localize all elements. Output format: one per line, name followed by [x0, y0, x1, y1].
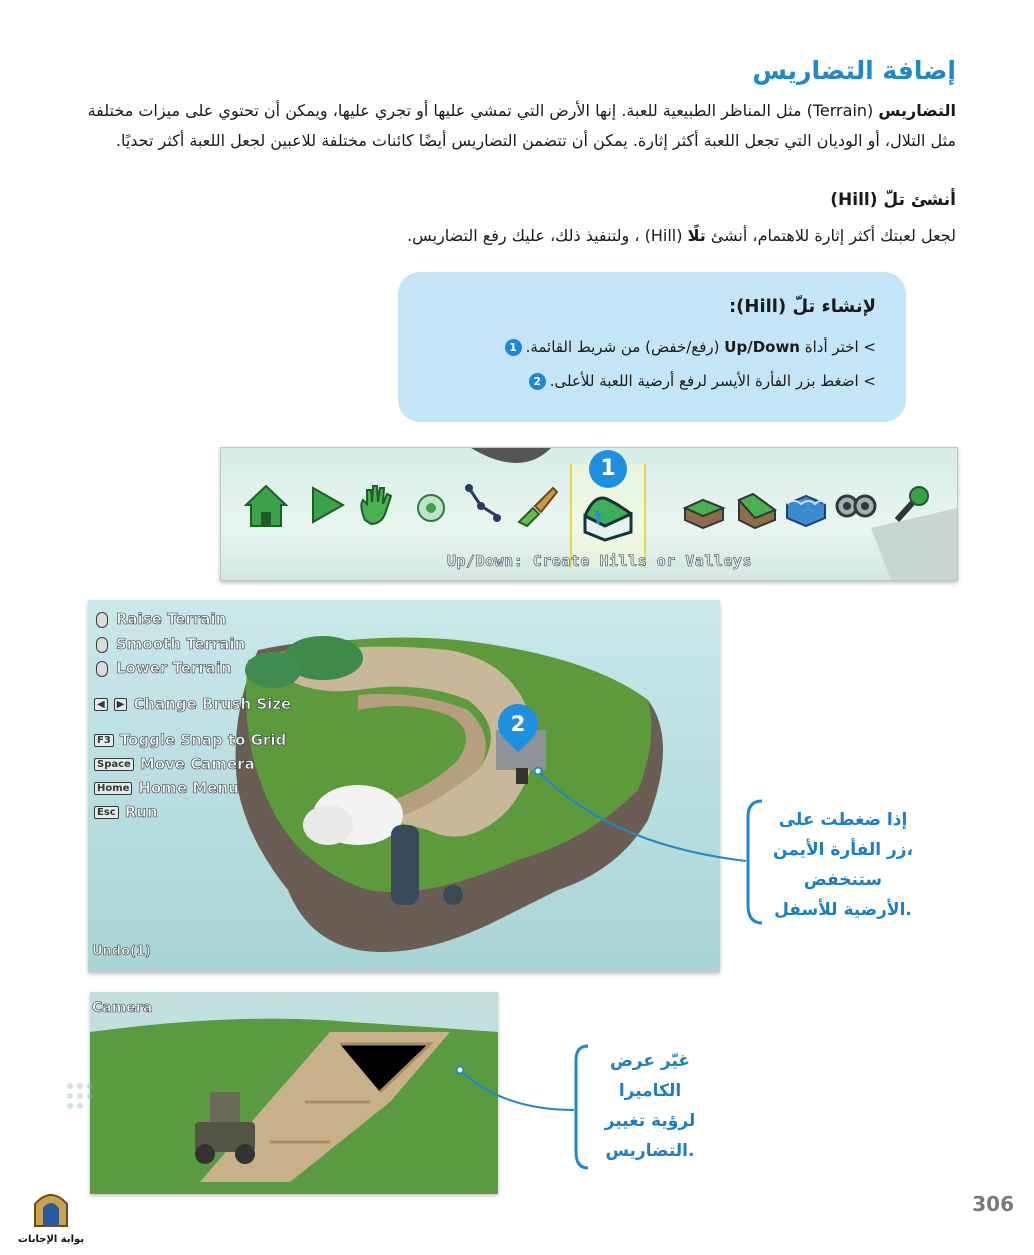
- task-bold-word: تلًا: [687, 226, 706, 245]
- step-1-badge: 1: [589, 450, 627, 488]
- intro-paragraph: [86, 96, 956, 156]
- task-text-after: (Hill) ، ولتنفيذ ذلك، عليك رفع التضاريس.: [407, 226, 688, 245]
- callout-1-line-1: إذا ضغطت على: [778, 810, 908, 830]
- target-icon[interactable]: [406, 480, 456, 530]
- camera-label: Camera: [92, 1000, 153, 1016]
- callout-2-line-3: لرؤية تغيير: [604, 1111, 696, 1131]
- task-paragraph: [407, 226, 956, 245]
- step-2-text: > اضغط بزر الفأرة الأيسر لرفع أرضية اللعبة للأعلى.: [549, 372, 876, 390]
- callout-1: [768, 805, 918, 925]
- step-1-text-before: > اختر أداة: [800, 338, 876, 356]
- toolbar-caption: Up/Down: Create Hills or Valleys: [447, 552, 752, 570]
- wrench-icon[interactable]: [885, 480, 935, 530]
- play-icon[interactable]: [301, 480, 351, 530]
- hud-brush-label: Change Brush Size: [133, 695, 292, 713]
- home-icon[interactable]: [241, 480, 291, 530]
- terrain-raise-icon[interactable]: [731, 480, 781, 530]
- hand-icon[interactable]: [351, 480, 401, 530]
- callout-1-connector: [530, 765, 770, 935]
- camera-view-screenshot: [90, 992, 498, 1194]
- page-number: 306: [972, 1192, 1014, 1216]
- task-text-before: لجعل لعبتك أكثر إثارة للاهتمام، أنشئ: [705, 226, 956, 245]
- hud-snap-label: Toggle Snap to Grid: [119, 731, 287, 749]
- step-2-badge: [490, 696, 547, 753]
- step-2: [525, 372, 876, 390]
- hud-lower-terrain: [96, 659, 232, 677]
- steps-title: لإنشاء تلّ (Hill):: [728, 296, 876, 317]
- hud-move-camera: [94, 755, 255, 773]
- space-key: Space: [94, 758, 134, 771]
- up-down-terrain-icon[interactable]: [581, 486, 637, 542]
- intro-text: (Terrain) مثل المناظر الطبيعية للعبة. إنها الأرض التي تمشي عليها أو تجري عليها، ويمكن أن تحتوي على ميزات مختلفة مثل التلال، أو الوديان التي تجعل اللعبة أكثر إثارة. يمكن أن تتضمن التضاريس أيضًا كائنات مختلفة للاعبين لجعل اللعبة أكثر تحديًا.: [87, 101, 956, 150]
- hud-undo-label: Undo(1): [92, 944, 151, 959]
- callout-1-line-3: ستنخفض: [803, 870, 883, 890]
- hud-home-menu-label: Home Menu: [138, 779, 239, 797]
- path-icon[interactable]: [459, 480, 509, 530]
- callout-1-line-4: الأرضية للأسفل.: [774, 900, 912, 920]
- intro-term: التضاريس: [878, 101, 956, 120]
- hud-brush-size: [94, 695, 291, 713]
- camera-scene: [90, 992, 498, 1194]
- hud-home-menu: [94, 779, 239, 797]
- hud-run: [94, 803, 158, 821]
- hud-lower-label: Lower Terrain: [116, 659, 232, 677]
- callout-1-line-2: زر الفأرة الأيمن،: [772, 840, 914, 860]
- mouse-left-icon: [96, 612, 108, 628]
- esc-key: Esc: [94, 806, 119, 819]
- watermark: [16, 1186, 86, 1245]
- callout-2-connector: [452, 1040, 592, 1175]
- binoculars-icon[interactable]: [831, 480, 881, 530]
- water-icon[interactable]: [781, 480, 831, 530]
- home-key: Home: [94, 782, 132, 795]
- paint-brush-icon[interactable]: [513, 480, 563, 530]
- callout-2-line-2: الكاميرا: [618, 1081, 682, 1101]
- terrain-add-icon[interactable]: [679, 480, 729, 530]
- mouse-right-icon: [96, 661, 108, 677]
- step-2-number: 2: [529, 373, 546, 390]
- callout-2-line-1: غيّر عرض: [609, 1051, 691, 1071]
- f3-key: F3: [94, 734, 114, 747]
- toolbar-screenshot: [220, 447, 958, 581]
- step-1-text-after: (رفع/خفض) من شريط القائمة.: [525, 338, 725, 356]
- hud-snap-grid: [94, 731, 286, 749]
- steps-box: [398, 272, 906, 422]
- ministry-logo-dots-icon: [62, 1078, 132, 1148]
- hud-undo[interactable]: [92, 944, 151, 959]
- step-1: [501, 338, 876, 356]
- hud-smooth-terrain: [96, 635, 245, 653]
- arrow-left-key-icon: ◀: [94, 698, 108, 711]
- watermark-text: بوابة الإجابات: [17, 1234, 85, 1245]
- step-1-number: 1: [505, 339, 522, 356]
- hud-raise-label: Raise Terrain: [116, 610, 227, 628]
- hud-run-label: Run: [124, 803, 158, 821]
- mouse-middle-icon: [96, 637, 108, 653]
- callout-2: [590, 1046, 710, 1166]
- step-2-badge-label: 2: [510, 712, 526, 736]
- subheading: أنشئ تلّ (Hill): [830, 190, 956, 210]
- hud-move-camera-label: Move Camera: [139, 755, 255, 773]
- mosque-logo-icon: [29, 1186, 73, 1228]
- callout-2-line-4: التضاريس.: [605, 1141, 695, 1161]
- hud-smooth-label: Smooth Terrain: [116, 635, 246, 653]
- step-1-tool-name: Up/Down: [724, 338, 800, 356]
- section-title: إضافة التضاريس: [752, 56, 956, 85]
- arrow-right-key-icon: ▶: [114, 698, 128, 711]
- hud-raise-terrain: [96, 610, 226, 628]
